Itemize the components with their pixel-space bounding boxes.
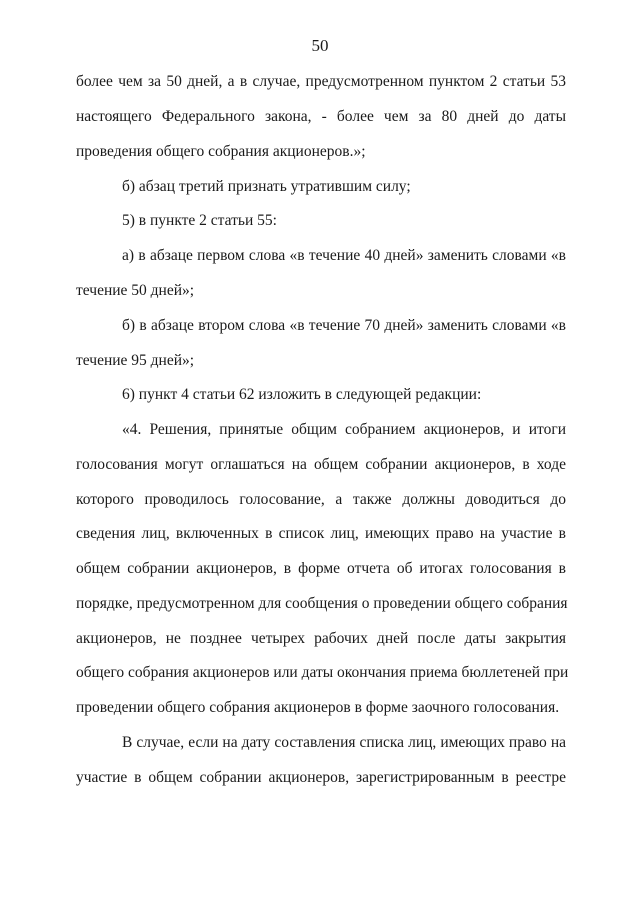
- text-line: 5) в пункте 2 статьи 55:: [122, 212, 277, 229]
- text-line: б) в абзаце втором слова «в течение 70 дней» заменить словами «в: [122, 317, 566, 334]
- text-line: проведения общего собрания акционеров.»;: [76, 143, 366, 160]
- text-line: течение 50 дней»;: [76, 282, 195, 299]
- text-line: общем собрании акционеров, в форме отчета об итогах голосования в: [76, 560, 566, 577]
- text-line: течение 95 дней»;: [76, 352, 195, 369]
- text-line: участие в общем собрании акционеров, зарегистрированным в реестре: [76, 769, 566, 786]
- text-line: порядке, предусмотренном для сообщения о проведении общего собрания: [76, 595, 568, 612]
- text-line: «4. Решения, принятые общим собранием акционеров, и итоги: [122, 421, 566, 438]
- text-line: б) абзац третий признать утратившим силу;: [122, 178, 411, 195]
- text-line: которого проводилось голосование, а также должны доводиться до: [76, 491, 566, 508]
- text-line: общего собрания акционеров или даты окончания приема бюллетеней при: [76, 664, 569, 681]
- text-line: настоящего Федерального закона, - более чем за 80 дней до даты: [76, 108, 566, 125]
- text-line: проведении общего собрания акционеров в форме заочного голосования.: [76, 699, 560, 716]
- text-line: акционеров, не позднее четырех рабочих дней после даты закрытия: [76, 630, 566, 647]
- text-line: сведения лиц, включенных в список лиц, имеющих право на участие в: [76, 525, 566, 542]
- text-line: 6) пункт 4 статьи 62 изложить в следующей редакции:: [122, 386, 482, 403]
- text-line: голосования могут оглашаться на общем собрании акционеров, в ходе: [76, 456, 566, 473]
- text-line: а) в абзаце первом слова «в течение 40 дней» заменить словами «в: [122, 247, 566, 264]
- text-line: В случае, если на дату составления списка лиц, имеющих право на: [122, 734, 566, 751]
- text-line: более чем за 50 дней, а в случае, предусмотренном пунктом 2 статьи 53: [76, 73, 566, 90]
- page-number: 50: [311, 36, 329, 55]
